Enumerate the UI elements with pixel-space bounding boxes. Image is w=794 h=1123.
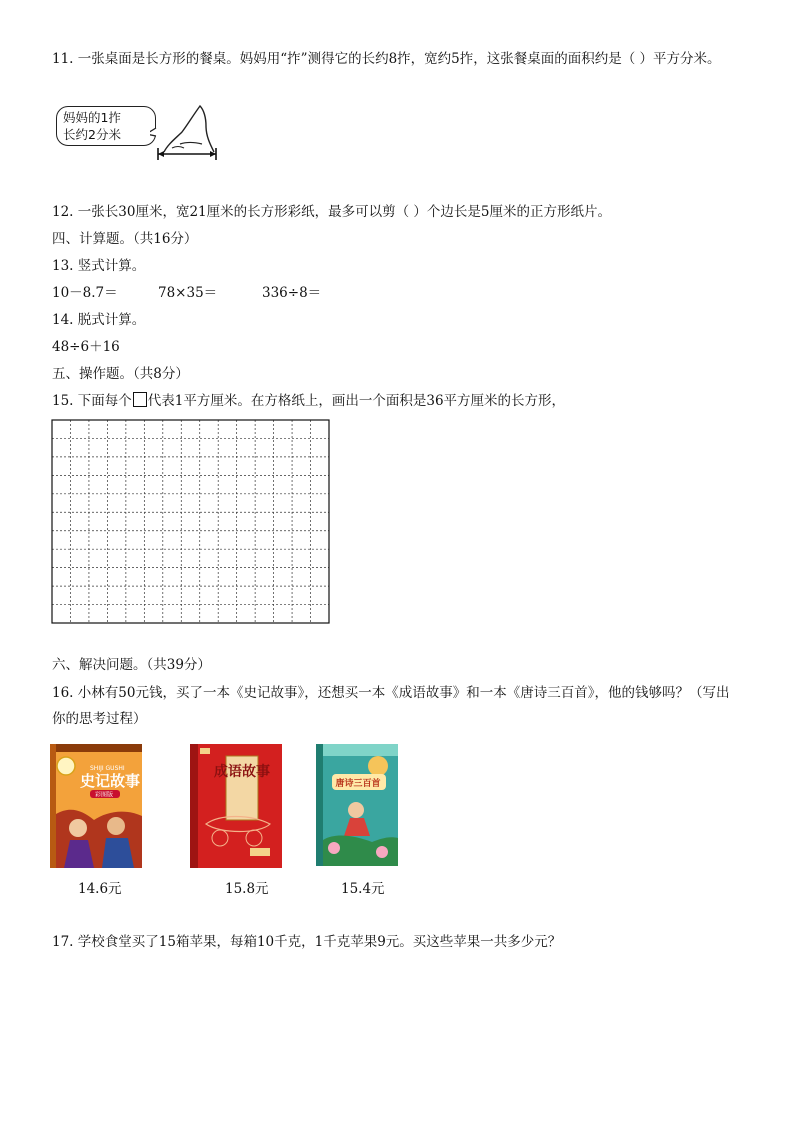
unit-square-icon xyxy=(133,392,147,407)
book-shiji-badge: 彩图版 xyxy=(95,791,114,799)
hand-span-illustration xyxy=(150,104,222,164)
question-12-text: 12. 一张长30厘米，宽21厘米的长方形彩纸，最多可以剪（ ）个边长是5厘米的正方形纸片。 xyxy=(52,204,611,220)
bubble-line-2: 长约2分米 xyxy=(63,127,121,142)
question-17-text: 17. 学校食堂买了15箱苹果，每箱10千克，1千克苹果9元。买这些苹果一共多少元？ xyxy=(52,934,562,950)
book-shiji-price: 14.6元 xyxy=(78,881,122,897)
book-tangshi-title: 唐诗三百首 xyxy=(335,779,381,789)
question-15-text-after: 代表1平方厘米。在方格纸上，画出一个面积是36平方厘米的长方形， xyxy=(147,393,566,409)
book-tangshi-price: 15.4元 xyxy=(341,881,385,897)
expression-4: 48÷6＋16 xyxy=(52,339,120,355)
book-chengyu-cover xyxy=(190,744,282,868)
question-15-text-before: 15. 下面每个 xyxy=(52,393,132,409)
book-shiji-pinyin: SHIJI GUSHI xyxy=(90,765,125,772)
grid-border xyxy=(52,420,329,623)
section-5-title: 五、操作题。（共8分） xyxy=(52,366,189,382)
book-chengyu-title: 成语故事 xyxy=(214,764,270,780)
expression-1: 10－8.7＝ xyxy=(52,285,118,301)
bubble-line-1: 妈妈的1拃 xyxy=(63,110,121,125)
section-6-title: 六、解决问题。（共39分） xyxy=(52,657,211,673)
expression-2: 78×35＝ xyxy=(158,285,218,301)
book-chengyu-price: 15.8元 xyxy=(225,881,269,897)
question-16-text: 16. 小林有50元钱，买了一本《史记故事》，还想买一本《成语故事》和一本《唐诗三百首》，他的钱够吗？（写出你的思考过程） xyxy=(52,685,730,727)
square-grid-paper[interactable] xyxy=(51,419,330,624)
question-11-text: 11. 一张桌面是长方形的餐桌。妈妈用“拃”测得它的长约8拃，宽约5拃，这张餐桌面的面积约是（ ）平方分米。 xyxy=(52,51,721,67)
speech-bubble xyxy=(56,106,156,146)
question-13-text: 13. 竖式计算。 xyxy=(52,258,146,274)
book-shiji-cover xyxy=(50,744,142,868)
question-14-text: 14. 脱式计算。 xyxy=(52,312,146,328)
book-shiji-title: 史记故事 xyxy=(80,772,141,790)
section-4-title: 四、计算题。（共16分） xyxy=(52,231,198,247)
expression-3: 336÷8＝ xyxy=(262,285,322,301)
book-tangshi-cover xyxy=(316,744,398,866)
question-15-text xyxy=(52,392,565,410)
